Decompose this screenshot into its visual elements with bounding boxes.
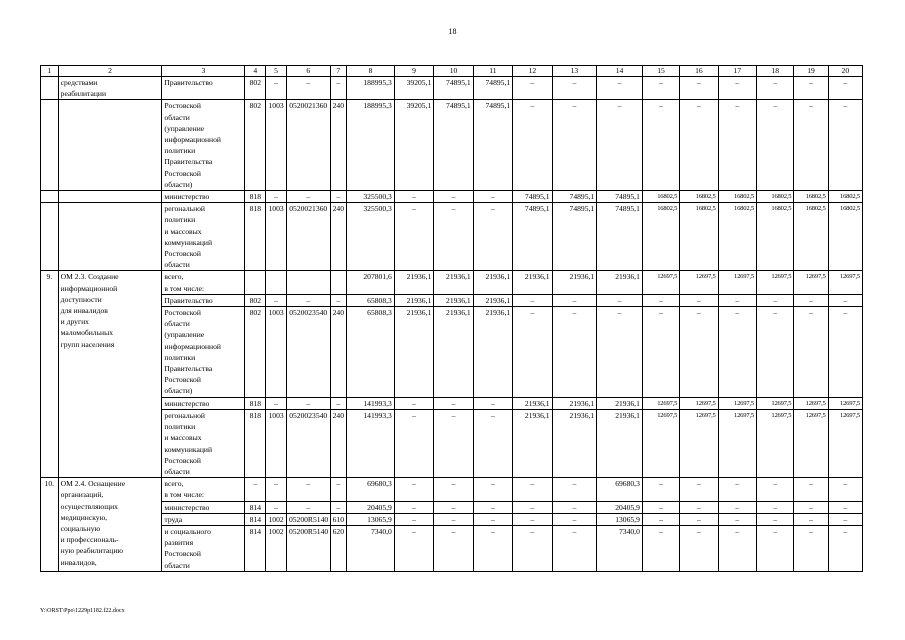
table-cell: 39205,1 xyxy=(394,100,433,191)
column-header: 7 xyxy=(330,66,347,77)
table-cell: – xyxy=(718,525,756,571)
table-cell: 65808,3 xyxy=(347,294,395,306)
table-cell: – xyxy=(266,397,287,409)
event-name: ОМ 2.3. Создание информационной доступности для инвалидов и других маломобильных групп населения xyxy=(58,271,162,478)
table-cell: 12697,5 xyxy=(718,397,756,409)
table-cell: – xyxy=(552,525,597,571)
table-cell: 620 xyxy=(330,525,347,571)
table-cell: 814 xyxy=(245,513,266,525)
column-header: 20 xyxy=(828,66,862,77)
table-cell: 21936,1 xyxy=(473,294,512,306)
table-cell: 12697,5 xyxy=(680,409,718,477)
table-cell: 325500,3 xyxy=(347,203,395,271)
table-cell xyxy=(41,191,59,203)
table-cell: 16802,5 xyxy=(642,203,679,271)
table-cell: – xyxy=(394,397,433,409)
column-header: 16 xyxy=(680,66,718,77)
table-cell: 240 xyxy=(330,307,347,398)
table-cell: – xyxy=(718,501,756,513)
table-row xyxy=(41,294,863,306)
table-cell: 818 xyxy=(245,397,266,409)
table-cell: 21936,1 xyxy=(513,409,552,477)
column-header: 6 xyxy=(286,66,330,77)
table-cell: 74895,1 xyxy=(434,100,473,191)
table-cell: – xyxy=(757,478,794,501)
table-cell: – xyxy=(828,294,862,306)
budget-table xyxy=(40,65,863,572)
table-cell: – xyxy=(757,294,794,306)
table-cell: – xyxy=(513,307,552,398)
table-cell: 21936,1 xyxy=(473,307,512,398)
column-header: 15 xyxy=(642,66,679,77)
table-cell: – xyxy=(680,294,718,306)
table-cell xyxy=(58,203,162,271)
table-cell: 802 xyxy=(245,307,266,398)
table-cell: – xyxy=(552,307,597,398)
table-cell: 16802,5 xyxy=(794,203,828,271)
table-cell: – xyxy=(286,501,330,513)
table-cell: 325500,3 xyxy=(347,191,395,203)
table-cell: 12697,5 xyxy=(794,397,828,409)
table-cell: 240 xyxy=(330,409,347,477)
table-cell: 1003 xyxy=(266,409,287,477)
table-cell xyxy=(330,271,347,294)
column-header: 10 xyxy=(434,66,473,77)
table-cell: – xyxy=(680,100,718,191)
table-cell: 74895,1 xyxy=(473,100,512,191)
table-row xyxy=(41,525,863,571)
column-header: 18 xyxy=(757,66,794,77)
table-cell: – xyxy=(330,77,347,100)
table-cell: – xyxy=(394,191,433,203)
table-cell: 7340,0 xyxy=(347,525,395,571)
table-cell: 74895,1 xyxy=(597,203,643,271)
table-cell: 16802,5 xyxy=(718,203,756,271)
table-cell: министерство xyxy=(162,501,245,513)
column-header: 3 xyxy=(162,66,245,77)
column-header: 8 xyxy=(347,66,395,77)
table-cell: 20405,9 xyxy=(597,501,643,513)
header-row xyxy=(41,66,863,77)
table-cell: – xyxy=(473,409,512,477)
table-cell: 21936,1 xyxy=(473,271,512,294)
table-cell: – xyxy=(513,294,552,306)
table-cell: – xyxy=(642,100,679,191)
table-cell: 16802,5 xyxy=(757,191,794,203)
table-cell: 1002 xyxy=(266,513,287,525)
table-cell: – xyxy=(286,77,330,100)
table-cell: 12697,5 xyxy=(642,397,679,409)
table-cell xyxy=(58,191,162,203)
table-cell: 802 xyxy=(245,100,266,191)
table-cell xyxy=(286,271,330,294)
table-cell: – xyxy=(286,191,330,203)
table-cell: 74895,1 xyxy=(473,77,512,100)
column-header: 17 xyxy=(718,66,756,77)
table-cell: – xyxy=(718,478,756,501)
table-row xyxy=(41,203,863,271)
table-cell: 21936,1 xyxy=(434,307,473,398)
table-cell: – xyxy=(718,294,756,306)
event-name: ОМ 2.4. Оснащение организаций, осуществляющих медицинскую, социальную и профессиональ- ную реабилитацию инвалидов, xyxy=(58,478,162,572)
table-cell: и социального развития Ростовской области xyxy=(162,525,245,571)
table-cell: – xyxy=(434,501,473,513)
table-cell: – xyxy=(794,513,828,525)
table-row xyxy=(41,307,863,398)
table-cell: регональной политики и массовых коммуникаций Ростовской области xyxy=(162,203,245,271)
table-row xyxy=(41,478,863,501)
table-cell: 1002 xyxy=(266,525,287,571)
table-cell: – xyxy=(680,501,718,513)
table-cell xyxy=(58,100,162,191)
table-cell: 12697,5 xyxy=(757,271,794,294)
table-cell: – xyxy=(330,478,347,501)
table-cell: – xyxy=(434,525,473,571)
row-number: 9. xyxy=(41,271,59,478)
table-row xyxy=(41,191,863,203)
table-cell: 74895,1 xyxy=(552,203,597,271)
table-cell: 1003 xyxy=(266,100,287,191)
table-cell: 21936,1 xyxy=(513,271,552,294)
table-cell: – xyxy=(642,478,679,501)
column-header: 2 xyxy=(58,66,162,77)
column-header: 1 xyxy=(41,66,59,77)
table-cell: – xyxy=(794,100,828,191)
table-cell: – xyxy=(473,501,512,513)
table-cell: – xyxy=(794,501,828,513)
table-cell: – xyxy=(757,307,794,398)
table-cell: 12697,5 xyxy=(794,409,828,477)
table-cell: 21936,1 xyxy=(597,271,643,294)
table-cell: 12697,5 xyxy=(642,409,679,477)
table-cell: – xyxy=(434,513,473,525)
table-cell: – xyxy=(245,478,266,501)
table-cell: – xyxy=(680,307,718,398)
table-cell: 12697,5 xyxy=(680,271,718,294)
table-cell: – xyxy=(680,478,718,501)
table-cell: – xyxy=(473,203,512,271)
table-cell: 818 xyxy=(245,191,266,203)
table-cell: – xyxy=(286,397,330,409)
table-cell: – xyxy=(642,525,679,571)
table-cell: – xyxy=(330,294,347,306)
table-cell: – xyxy=(513,478,552,501)
table-cell: – xyxy=(473,191,512,203)
table-cell: – xyxy=(394,513,433,525)
table-cell: – xyxy=(828,307,862,398)
column-header: 13 xyxy=(552,66,597,77)
table-cell: – xyxy=(828,525,862,571)
table-cell: – xyxy=(718,77,756,100)
table-cell: – xyxy=(597,307,643,398)
table-cell: 39205,1 xyxy=(394,77,433,100)
table-cell: – xyxy=(513,501,552,513)
column-header: 14 xyxy=(597,66,643,77)
table-cell: 21936,1 xyxy=(434,271,473,294)
table-row xyxy=(41,271,863,294)
table-cell: 21936,1 xyxy=(394,307,433,398)
table-cell: – xyxy=(757,513,794,525)
table-cell: – xyxy=(794,307,828,398)
table-cell xyxy=(41,77,59,100)
table-cell: – xyxy=(286,294,330,306)
table-cell: 818 xyxy=(245,203,266,271)
table-cell: – xyxy=(642,77,679,100)
table-cell: – xyxy=(680,513,718,525)
table-cell: – xyxy=(597,294,643,306)
table-cell: – xyxy=(828,77,862,100)
table-cell: 21936,1 xyxy=(552,271,597,294)
table-cell: – xyxy=(394,478,433,501)
table-cell: – xyxy=(642,501,679,513)
table-cell xyxy=(41,203,59,271)
table-cell: 12697,5 xyxy=(794,271,828,294)
table-cell: всего, в том числе: xyxy=(162,271,245,294)
table-cell: – xyxy=(552,501,597,513)
table-cell: Правительство xyxy=(162,294,245,306)
table-cell: 12697,5 xyxy=(718,271,756,294)
table-cell: средствами реабилитации xyxy=(58,77,162,100)
table-cell: 141993,3 xyxy=(347,397,395,409)
table-cell: Ростовской области (управление информационной политики Правительства Ростовской области) xyxy=(162,100,245,191)
column-header: 19 xyxy=(794,66,828,77)
table-cell: – xyxy=(330,397,347,409)
table-cell: 05200R5140 xyxy=(286,513,330,525)
table-cell: 21936,1 xyxy=(513,397,552,409)
table-cell: министерство xyxy=(162,191,245,203)
table-cell: 12697,5 xyxy=(828,397,862,409)
table-cell: 16802,5 xyxy=(794,191,828,203)
table-cell: – xyxy=(394,525,433,571)
table-cell: – xyxy=(473,525,512,571)
table-cell: – xyxy=(552,513,597,525)
table-cell: 69680,3 xyxy=(597,478,643,501)
table-cell: 05200R5140 xyxy=(286,525,330,571)
table-cell: 21936,1 xyxy=(552,397,597,409)
table-cell: 802 xyxy=(245,77,266,100)
table-cell: 21936,1 xyxy=(394,294,433,306)
table-cell: 16802,5 xyxy=(828,191,862,203)
table-cell: 7340,0 xyxy=(597,525,643,571)
table-cell: 16802,5 xyxy=(718,191,756,203)
table-cell: – xyxy=(394,501,433,513)
table-cell: – xyxy=(642,513,679,525)
table-cell: 16802,5 xyxy=(828,203,862,271)
table-cell: – xyxy=(434,191,473,203)
table-cell: – xyxy=(718,513,756,525)
table-cell: 814 xyxy=(245,525,266,571)
table-cell: 69680,3 xyxy=(347,478,395,501)
table-cell: – xyxy=(828,501,862,513)
table-cell: – xyxy=(513,100,552,191)
table-cell: – xyxy=(680,77,718,100)
table-cell: 74895,1 xyxy=(513,203,552,271)
table-cell: – xyxy=(394,409,433,477)
table-cell: 65808,3 xyxy=(347,307,395,398)
table-cell: – xyxy=(828,513,862,525)
table-cell: – xyxy=(394,203,433,271)
table-cell: – xyxy=(642,307,679,398)
table-cell: 610 xyxy=(330,513,347,525)
table-cell: – xyxy=(552,100,597,191)
table-cell: – xyxy=(757,525,794,571)
table-cell: – xyxy=(828,100,862,191)
table-cell: – xyxy=(266,77,287,100)
table-cell: 12697,5 xyxy=(757,409,794,477)
table-cell: – xyxy=(286,478,330,501)
table-cell: – xyxy=(794,77,828,100)
table-cell: 207801,6 xyxy=(347,271,395,294)
table-cell: 12697,5 xyxy=(680,397,718,409)
table-cell: – xyxy=(794,525,828,571)
table-cell: 16802,5 xyxy=(680,203,718,271)
table-cell: 74895,1 xyxy=(513,191,552,203)
table-cell: – xyxy=(718,100,756,191)
page-number: 18 xyxy=(448,27,457,36)
table-cell: – xyxy=(757,100,794,191)
table-cell: 13065,9 xyxy=(347,513,395,525)
table-cell: – xyxy=(757,501,794,513)
table-cell: 0520023540 xyxy=(286,409,330,477)
table-cell: 12697,5 xyxy=(757,397,794,409)
table-cell: – xyxy=(266,501,287,513)
table-cell: 818 xyxy=(245,409,266,477)
table-cell: 802 xyxy=(245,294,266,306)
table-cell: – xyxy=(552,294,597,306)
table-cell: 16802,5 xyxy=(680,191,718,203)
table-cell: – xyxy=(794,478,828,501)
table-cell: – xyxy=(757,77,794,100)
table-cell xyxy=(266,271,287,294)
table-cell: 21936,1 xyxy=(597,397,643,409)
table-cell: – xyxy=(434,397,473,409)
table-cell: – xyxy=(473,397,512,409)
table-cell: – xyxy=(680,525,718,571)
table-cell: – xyxy=(718,307,756,398)
table-cell xyxy=(245,271,266,294)
table-cell: 141993,3 xyxy=(347,409,395,477)
table-cell: – xyxy=(434,409,473,477)
table-row xyxy=(41,409,863,477)
column-header: 4 xyxy=(245,66,266,77)
table-cell: труда xyxy=(162,513,245,525)
column-header: 9 xyxy=(394,66,433,77)
table-cell: 240 xyxy=(330,100,347,191)
table-cell: всего, в том числе: xyxy=(162,478,245,501)
table-cell: – xyxy=(794,294,828,306)
table-cell: – xyxy=(330,191,347,203)
table-cell: 16802,5 xyxy=(757,203,794,271)
table-cell: 74895,1 xyxy=(597,191,643,203)
table-cell: 188995,3 xyxy=(347,100,395,191)
table-cell: Правительство xyxy=(162,77,245,100)
table-row xyxy=(41,513,863,525)
table-row xyxy=(41,501,863,513)
footer-path: Y:\ORST\Ppo\1229p1182.f22.docx xyxy=(40,608,125,614)
table-cell: – xyxy=(513,77,552,100)
table-cell: – xyxy=(434,203,473,271)
table-cell: – xyxy=(473,513,512,525)
table-cell: 12697,5 xyxy=(642,271,679,294)
table-cell: 188995,3 xyxy=(347,77,395,100)
table-body xyxy=(41,66,863,572)
table-cell: 12697,5 xyxy=(828,409,862,477)
table-cell: – xyxy=(513,525,552,571)
table-cell: 0520021360 xyxy=(286,203,330,271)
column-header: 12 xyxy=(513,66,552,77)
table-cell: – xyxy=(552,478,597,501)
table-cell xyxy=(41,100,59,191)
column-header: 11 xyxy=(473,66,512,77)
table-cell: 21936,1 xyxy=(394,271,433,294)
table-cell: 74895,1 xyxy=(552,191,597,203)
table-cell: министерство xyxy=(162,397,245,409)
table-cell: 0520023540 xyxy=(286,307,330,398)
table-cell: – xyxy=(828,478,862,501)
table-cell: 20405,9 xyxy=(347,501,395,513)
column-header: 5 xyxy=(266,66,287,77)
table-cell: 16802,5 xyxy=(642,191,679,203)
table-cell: – xyxy=(434,478,473,501)
table-row xyxy=(41,100,863,191)
table-cell: – xyxy=(266,294,287,306)
table-row xyxy=(41,397,863,409)
table-cell: 21936,1 xyxy=(597,409,643,477)
table-cell: 12697,5 xyxy=(828,271,862,294)
table-cell: – xyxy=(266,478,287,501)
table-cell: 1003 xyxy=(266,203,287,271)
table-cell: 814 xyxy=(245,501,266,513)
table-cell: 13065,9 xyxy=(597,513,643,525)
table-cell: – xyxy=(597,77,643,100)
table-cell: – xyxy=(642,294,679,306)
row-number: 10. xyxy=(41,478,59,572)
table-cell: 12697,5 xyxy=(718,409,756,477)
table-cell: 1003 xyxy=(266,307,287,398)
table-row xyxy=(41,77,863,100)
table-cell: 240 xyxy=(330,203,347,271)
table-cell: – xyxy=(597,100,643,191)
table-cell: регональной политики и массовых коммуникаций Ростовской области xyxy=(162,409,245,477)
table-cell: 21936,1 xyxy=(434,294,473,306)
table-cell: – xyxy=(330,501,347,513)
table-cell: – xyxy=(513,513,552,525)
table-cell: – xyxy=(473,478,512,501)
table-cell: Ростовской области (управление информационной политики Правительства Ростовской области) xyxy=(162,307,245,398)
table-cell: 21936,1 xyxy=(552,409,597,477)
table-cell: – xyxy=(266,191,287,203)
table-cell: – xyxy=(552,77,597,100)
table-cell: 0520021360 xyxy=(286,100,330,191)
table-cell: 74895,1 xyxy=(434,77,473,100)
